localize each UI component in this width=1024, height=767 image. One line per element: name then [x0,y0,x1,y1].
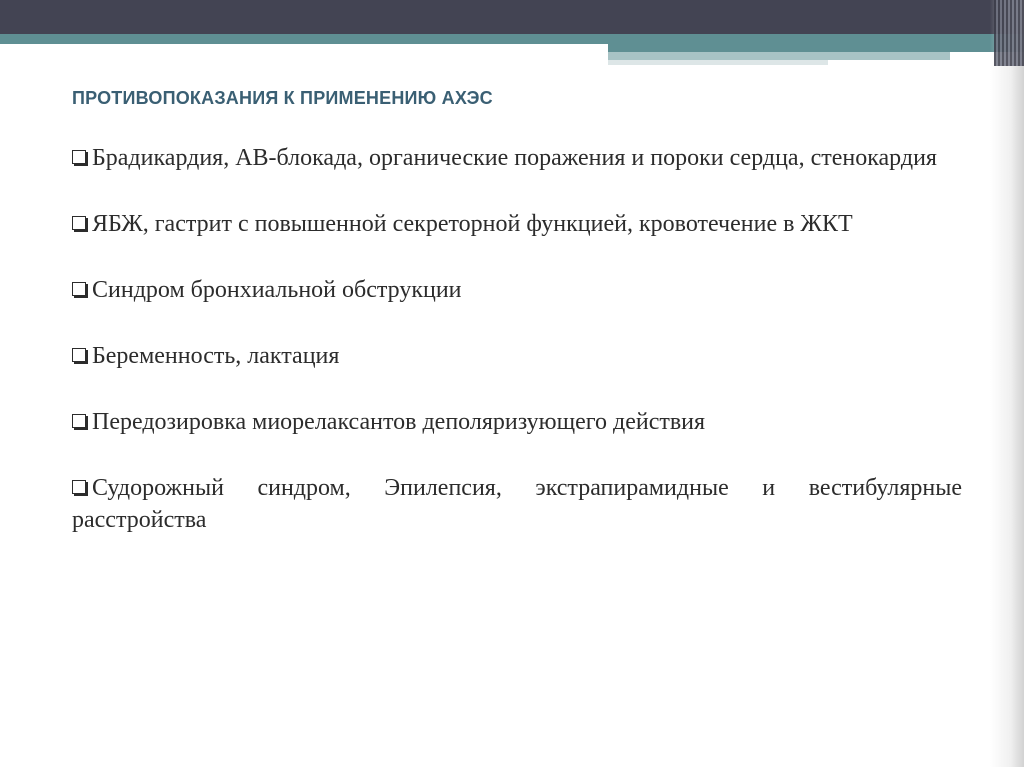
list-item-text: Передозировка миорелаксантов деполяризующего действия [92,409,706,435]
list-item-text: Судорожный синдром, Эпилепсия, экстрапирамидные и вестибулярные расстройства [72,475,962,533]
list-item-text: Беременность, лактация [92,343,340,369]
slide-title: ПРОТИВОПОКАЗАНИЯ К ПРИМЕНЕНИЮ АХЭС [72,88,493,108]
square-bullet-icon [72,480,86,494]
header-bar-teal-left [0,34,608,44]
contraindications-list [72,142,962,570]
header-bar-light-right [608,52,950,60]
list-item-text: Синдром бронхиальной обструкции [92,277,462,303]
header-bar-dark [0,0,1024,34]
page-edge-shadow [990,0,1024,767]
list-item [72,208,962,240]
square-bullet-icon [72,282,86,296]
list-item [72,406,962,438]
list-item-text: ЯБЖ, гастрит с повышенной секреторной функцией, кровотечение в ЖКТ [92,211,853,237]
list-item [72,274,962,306]
list-item-text: Брадикардия, АВ-блокада, органические поражения и пороки сердца, стенокардия [92,145,937,171]
page-edge-stripes [994,0,1024,66]
list-item [72,340,962,372]
square-bullet-icon [72,216,86,230]
square-bullet-icon [72,348,86,362]
list-item [72,142,962,174]
header-bar-faint-right [608,60,828,65]
header-bar-teal-right [608,34,1024,52]
list-item [72,472,962,536]
square-bullet-icon [72,414,86,428]
square-bullet-icon [72,150,86,164]
